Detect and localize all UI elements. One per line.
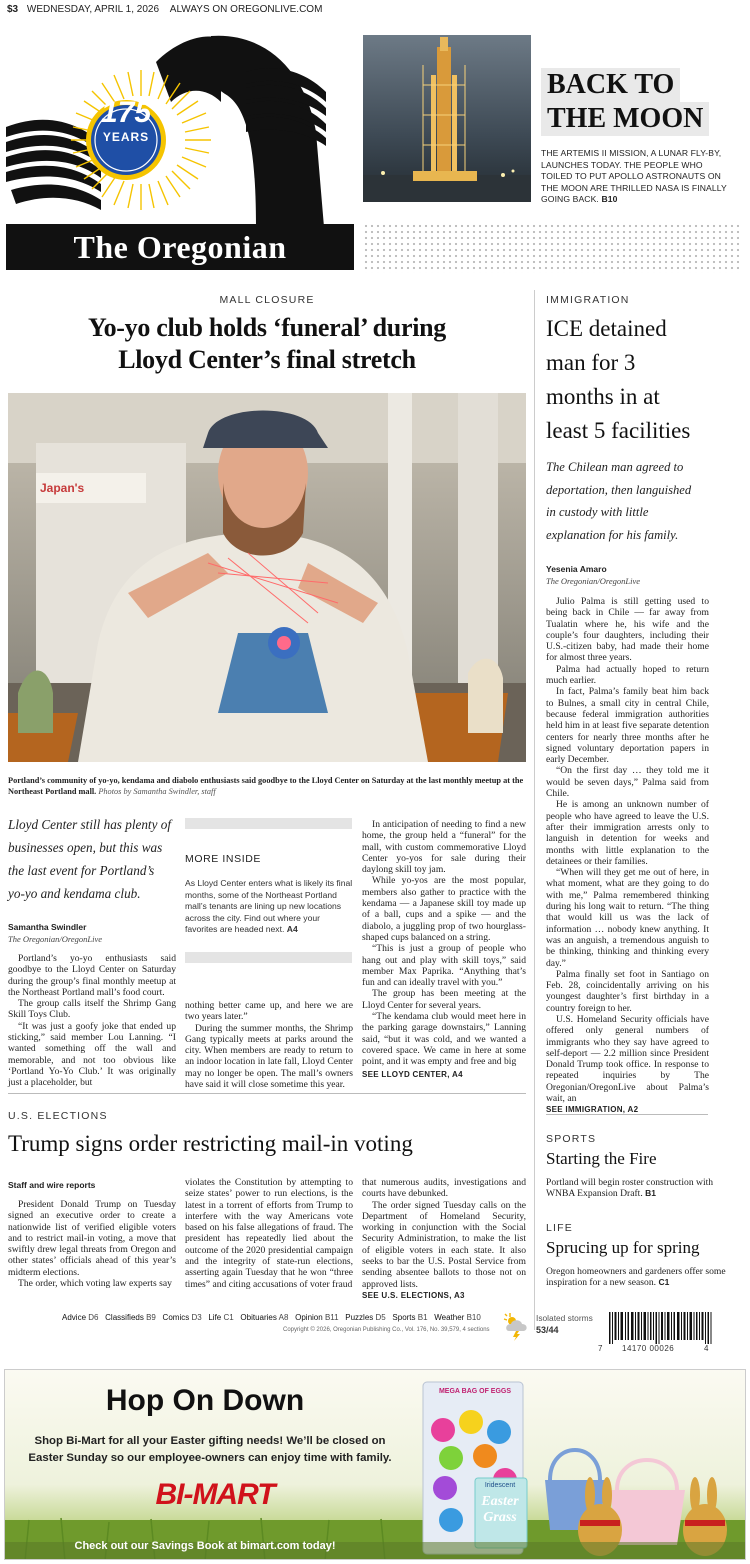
barcode-left-digit: 7 [598, 1344, 603, 1353]
sports-kicker: SPORTS [546, 1133, 597, 1145]
anniversary-number: 175 [100, 96, 152, 129]
elections-top-rule [8, 1093, 526, 1094]
lead-headline[interactable]: Yo-yo club holds ‘funeral’ during Lloyd Center’s final stretch [87, 313, 446, 374]
sports-page-ref: B1 [645, 1188, 657, 1199]
ad-headline: Hop On Down [105, 1384, 305, 1417]
lead-deck: Lloyd Center still has plenty of businesses open, but this was the last event for Portland’s yo-yo and kendama club. [8, 817, 172, 901]
more-inside-text[interactable]: As Lloyd Center enters what is likely its final months, some of the Northeast Portland mall’s tenants are lining up new locations across the city. Find out where your favorites are headed next. A4 [185, 878, 353, 935]
artemis-rocket-image [363, 35, 531, 202]
immigration-deck: The Chilean man agreed to deportation, then languished in custody with little explanation for his family. [546, 460, 692, 542]
elections-byline: Staff and wire reports [8, 1180, 96, 1190]
more-inside-title: MORE INSIDE [185, 853, 262, 865]
barcode-number: 14170 00026 [622, 1344, 675, 1353]
lead-byline: Samantha Swindler [8, 922, 87, 932]
index-advice[interactable]: Advice D6 [62, 1313, 99, 1322]
index-weather[interactable]: Weather B10 [434, 1313, 481, 1322]
elections-column-1: President Donald Trump on Tuesday signed an executive order to create a nationwide list of verified eligible voters and to restrict mail-in voting, a move that swiftly drew legal threats from Oregon and other states’ officials ahead of this year’s midterm elections. The order, which voting law experts say [8, 1199, 176, 1290]
lead-byline-org: The Oregonian/OregonLive [8, 934, 103, 944]
storm-cloud-icon [503, 1311, 531, 1341]
immigration-jump-link[interactable]: SEE IMMIGRATION, A2 [546, 1105, 639, 1115]
immigration-kicker: IMMIGRATION [546, 294, 630, 306]
life-page-ref: C1 [658, 1277, 670, 1288]
photo-sign-text: Japan's [40, 481, 85, 495]
sports-headline[interactable]: Starting the Fire [546, 1149, 657, 1168]
grass-label-3: Grass [483, 1510, 517, 1525]
lead-column-2: nothing better came up, and here we are two years later.” During the summer months, the Shrimp Gang typically meets at parks around the city. When members are ready to return to an indoor location in late fall, Lloyd Center may no longer be open. The mall’s owners have said it will close sometime this year. [185, 1000, 353, 1091]
sports-top-rule [546, 1114, 708, 1115]
ad-footer-link[interactable]: Check out our Savings Book at bimart.com today! [74, 1540, 336, 1552]
copyright: Copyright © 2026, Oregonian Publishing Co., Vol. 176, No. 39,579, 4 sections [283, 1327, 490, 1333]
lead-jump-link[interactable]: SEE LLOYD CENTER, A4 [362, 1069, 463, 1079]
more-inside-page-ref: A4 [286, 924, 298, 935]
life-kicker: LIFE [546, 1222, 573, 1234]
anniversary-label: YEARS [102, 130, 150, 144]
elections-jump-link[interactable]: SEE U.S. ELECTIONS, A3 [362, 1290, 465, 1300]
more-inside-bar-bottom [185, 952, 352, 963]
elections-column-2: violates the Constitution by attempting to seize states’ power to run elections, is the latest in a torrent of efforts from Trump to interfere with the way Americans vote based on his false allegations of fraud. The president has repeatedly lied about the outcome of the 2020 presidential campaign and the integrity of state-run elections, asserting again Tuesday that he won “three times” and citing accusations of voter fraud [185, 1177, 353, 1290]
weather-forecast: Isolated storms [536, 1313, 593, 1323]
lead-photo[interactable] [8, 393, 526, 762]
lead-column-1: Portland’s yo-yo enthusiasts said goodbye to the Lloyd Center on Saturday during the group’s final monthly meetup at the Northeast Portland mall’s food court. The group calls itself the Shrimp Gang Skill Toys Club. “It was just a goofy joke that ended up sticking,” said member Lou Lanning. “I wanted something off the wall and memorable, and not too obvious like ‘Portland Yo-Yo Club.’ It was originally just a placeholder, but [8, 953, 176, 1089]
elections-kicker: U.S. ELECTIONS [8, 1110, 108, 1122]
index-sports[interactable]: Sports B1 [392, 1313, 428, 1322]
promo-headline-line1[interactable]: BACK TO [541, 68, 680, 102]
rocket-photo[interactable] [363, 35, 531, 202]
lead-kicker: MALL CLOSURE [219, 294, 315, 306]
life-headline[interactable]: Sprucing up for spring [546, 1238, 700, 1257]
sports-text: Portland will begin roster construction with WNBA Expansion Draft. B1 [546, 1177, 714, 1200]
bimart-logo[interactable]: BI-MART [155, 1478, 275, 1511]
immigration-byline-org: The Oregonian/OregonLive [546, 576, 641, 586]
section-index [62, 1313, 481, 1322]
lead-caption: Portland’s community of yo-yo, kendama and diabolo enthusiasts said goodbye to the Lloyd Center on Saturday at the last monthly meetup at the Northeast Portland mall. Photos by Samantha Swindler, staff [8, 776, 524, 796]
immigration-body: Julio Palma is still getting used to being back in Chile — far away from Tualatin where he, his wife and the couple’s four daughters, including their U.S.-citizen baby, had made their home for almost three years. Palma had actually hoped to return much earlier. In fact, Palma’s family beat him back to Bulnes, a small city in central Chile, because federal immigration authorities held him in at least five separate detention centers for nearly three months after he signed voluntary deportation papers in early December. “On the first day … they told me it would be seven days,” Palma said from Chile. He is among an unknown number of people who have agreed to leave the U.S. after their immigration arrests only to languish in detention for weeks and months with little explanation to the detainees or their families. “When will they get me out of here, in what moment, what are they going to do with me,” Palma remembered thinking during his long wait to return. “The thing that would kill us was the lack of information … nobody knew anything. It was an anguish, a tremendous anguish to be thinking, thinking and thinking every day.” Palma finally set foot in Santiago on Feb. 28, coincidentally arriving on his youngest daughter’s first birthday in a country foreign to her. U.S. Homeland Security officials have offered only general numbers of immigrants who they say have agreed to self-deport — 2.2 million since President Donald Trump took office. In response to repeated inquiries by The Oregonian/OregonLive about Palma’s wait, an SEE IMMIGRATION, A2 [546, 596, 709, 1115]
nameplate[interactable]: The Oregonian [73, 229, 287, 265]
elections-headline[interactable]: Trump signs order restricting mail-in voting [8, 1131, 413, 1156]
grass-label-1: Iridescent [484, 1482, 516, 1489]
dot-pattern-decoration [363, 223, 739, 273]
bimart-ad[interactable] [4, 1369, 746, 1560]
more-inside-bar-top [185, 818, 352, 829]
photo-credit: Photos by Samantha Swindler, staff [98, 786, 216, 796]
masthead [6, 32, 354, 270]
index-life[interactable]: Life C1 [208, 1313, 234, 1322]
promo-text: THE ARTEMIS II MISSION, A LUNAR FLY-BY, LAUNCHES TODAY. THE PEOPLE WHO TOILED TO PUT APOLLO ASTRONAUTS ON THE MOON ARE THRILLED NASA IS FINALLY GOING BACK. B10 [541, 148, 727, 205]
price: $3 [7, 4, 19, 15]
elections-column-3: that numerous audits, investigations and courts have debunked. The order signed Tuesday calls on the Department of Homeland Security, working in conjunction with the Social Security Administration, to make the list of eligible voters in each state. It also seeks to bar the U.S. Postal Service from sending absentee ballots to those not on approved lists. SEE U.S. ELECTIONS, A3 [362, 1177, 526, 1300]
egg-bag-label: MEGA BAG OF EGGS [438, 1388, 512, 1395]
barcode-right-digit: 4 [704, 1344, 709, 1353]
promo-page-ref: B10 [601, 194, 618, 205]
weather-temps: 53/44 [536, 1325, 559, 1335]
index-puzzles[interactable]: Puzzles D5 [345, 1313, 386, 1322]
immigration-byline: Yesenia Amaro [546, 564, 607, 574]
life-text: Oregon homeowners and gardeners offer some inspiration for a new season. C1 [546, 1266, 726, 1289]
barcode-graphic [609, 1312, 712, 1344]
index-classifieds[interactable]: Classifieds B9 [105, 1313, 156, 1322]
site-tagline[interactable]: ALWAYS ON OREGONLIVE.COM [169, 4, 323, 15]
grass-label-2: Easter [481, 1494, 519, 1509]
yo-yo-player-image [8, 393, 526, 762]
index-obituaries[interactable]: Obituaries A8 [240, 1313, 289, 1322]
index-opinion[interactable]: Opinion B11 [295, 1313, 339, 1322]
dateline [7, 4, 322, 15]
ad-text: Shop Bi-Mart for all your Easter gifting needs! We’ll be closed on Easter Sunday so our employee-owners can enjoy time with family. [28, 1435, 392, 1464]
index-comics[interactable]: Comics D3 [162, 1313, 202, 1322]
lead-column-3: In anticipation of needing to find a new home, the group held a “funeral” for the mall, with custom commemorative Lloyd Center yo-yos for sale during their daylong skill toy jam. While yo-yos are the most popular, members also gather to practice with the kendama — a Japanese skill toy made up of a ball, cups and a spike — and the diabolo, a juggling prop of two hourglass-shaped cups balanced on a string. “This is just a group of people who hang out and play with skill toys,” said member Max Paprika. “Anything that’s fun and can ideally travel with you.” The group has been meeting at the Lloyd Center for several years. “The kendama club would meet here in the parking garage downstairs,” Lanning said, “but it was cold, and we wanted a covered space. We came in here at some point, and it was empty and free and big SEE LLOYD CENTER, A4 [362, 819, 526, 1079]
column-divider [534, 290, 535, 1330]
issue-date: WEDNESDAY, APRIL 1, 2026 [26, 4, 160, 15]
promo-headline-line2[interactable]: THE MOON [541, 102, 709, 136]
immigration-headline[interactable]: ICE detained man for 3 months in at least 5 facilities [546, 316, 691, 443]
